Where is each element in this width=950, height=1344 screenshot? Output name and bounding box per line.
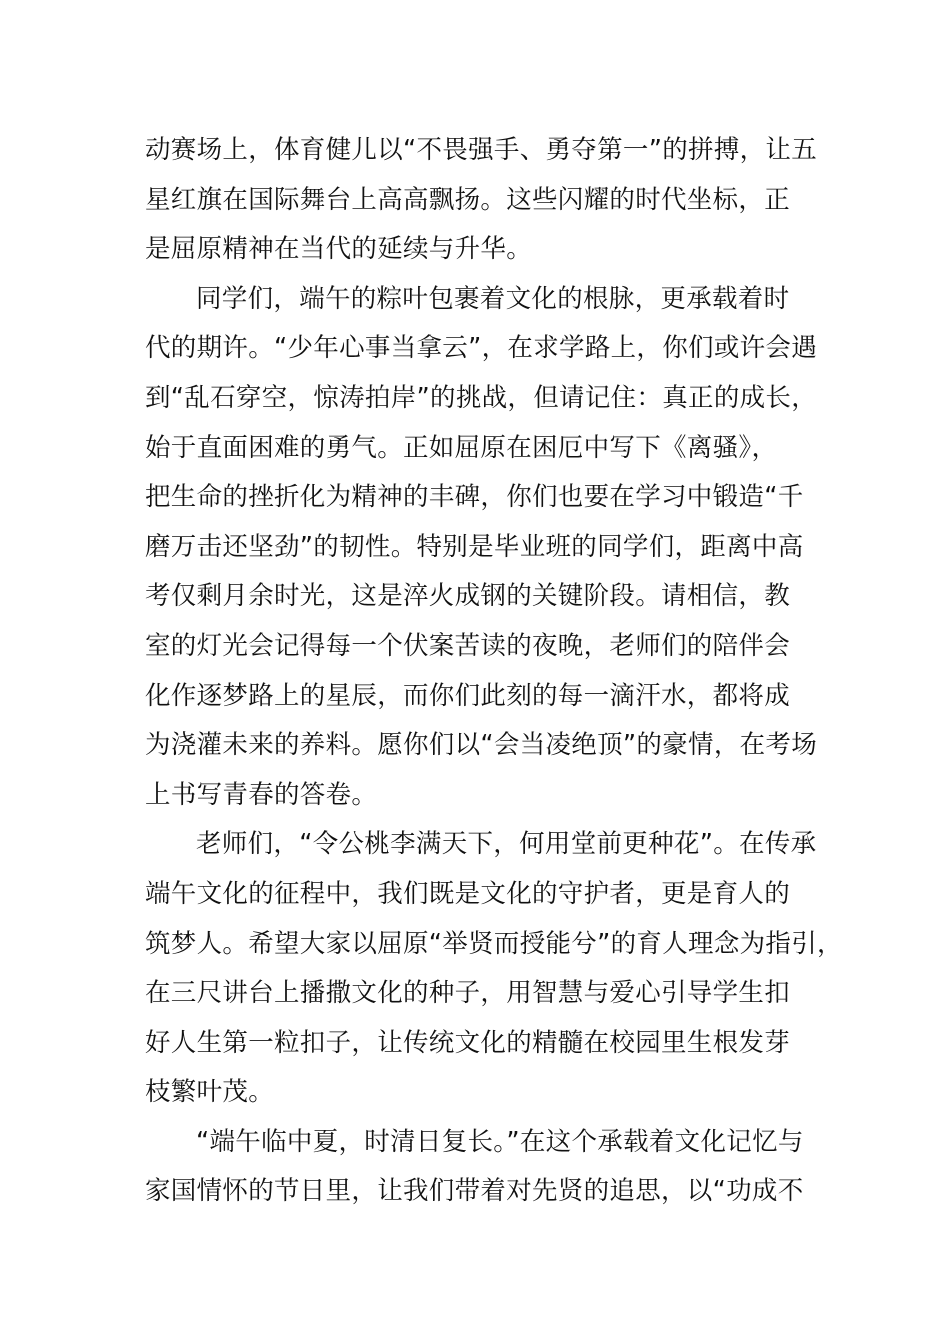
text-line: 同学们，端午的粽叶包裹着文化的根脉，更承载着时 xyxy=(196,283,790,314)
text-line: 老师们，“令公桃李满天下，何用堂前更种花”。在传承 xyxy=(196,829,817,860)
text-line: 考仅剩月余时光，这是淬火成钢的关键阶段。请相信，教 xyxy=(145,581,791,612)
text-line: 动赛场上，体育健儿以“不畏强手、勇夺第一”的拼搏，让五 xyxy=(145,135,818,165)
text-line: 家国情怀的节日里，让我们带着对先贤的追思，以“功成不 xyxy=(145,1176,804,1207)
text-line: 星红旗在国际舞台上高高飘扬。这些闪耀的时代坐标，正 xyxy=(145,184,791,215)
text-line: 磨万击还坚劲”的韧性。特别是毕业班的同学们，距离中高 xyxy=(145,531,804,562)
document-body xyxy=(145,126,845,1217)
text-line: 上书写青春的答卷。 xyxy=(145,779,378,810)
text-line: 端午文化的征程中，我们既是文化的守护者，更是育人的 xyxy=(145,878,791,909)
text-line: 在三尺讲台上播撒文化的种子，用智慧与爱心引导学生扣 xyxy=(145,978,791,1009)
paragraph xyxy=(145,126,845,275)
text-line: 化作逐梦路上的星辰，而你们此刻的每一滴汗水，都将成 xyxy=(145,680,791,711)
text-line: 筑梦人。希望大家以屈原“举贤而授能兮”的育人理念为指引， xyxy=(145,928,843,959)
paragraph xyxy=(145,275,845,821)
text-line: 枝繁叶茂。 xyxy=(145,1077,275,1108)
text-line: 为浇灌未来的养料。愿你们以“会当凌绝顶”的豪情，在考场 xyxy=(145,730,818,761)
text-line: 始于直面困难的勇气。正如屈原在困厄中写下《离骚》， xyxy=(145,432,778,463)
text-line: 好人生第一粒扣子，让传统文化的精髓在校园里生根发芽 xyxy=(145,1027,791,1058)
text-line: 室的灯光会记得每一个伏案苦读的夜晚，老师们的陪伴会 xyxy=(145,630,791,661)
text-line: “端午临中夏，时清日复长。”在这个承载着文化记忆与 xyxy=(196,1126,804,1157)
text-line: 到“乱石穿空，惊涛拍岸”的挑战，但请记住：真正的成长， xyxy=(145,382,818,413)
text-line: 代的期许。“少年心事当拿云”，在求学路上，你们或许会遇 xyxy=(145,333,818,364)
text-line: 是屈原精神在当代的延续与升华。 xyxy=(145,234,533,265)
paragraph xyxy=(145,1118,845,1217)
text-line: 把生命的挫折化为精神的丰碑，你们也要在学习中锻造“千 xyxy=(145,482,804,513)
paragraph xyxy=(145,820,845,1118)
